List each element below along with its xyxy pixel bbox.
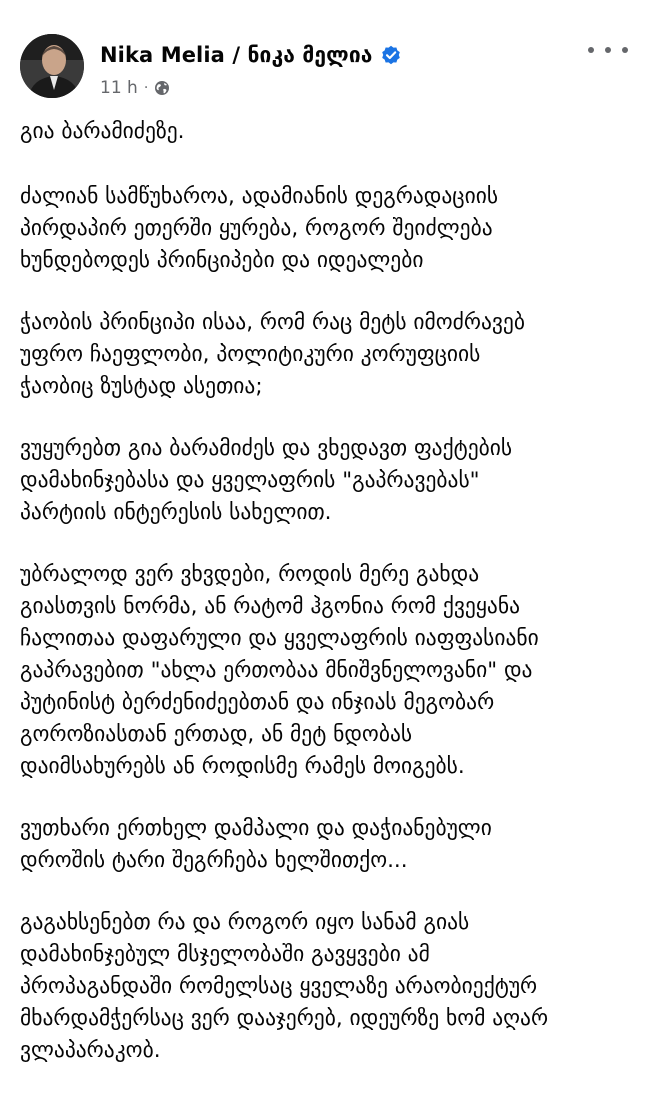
avatar-photo	[20, 34, 84, 98]
post-paragraph: გაგახსენებთ რა და როგორ იყო სანამ გიას დამახინჯებულ მსჯელობაში გავყვები ამ პროპაგანდაში რომელსაც ყველაზე არაობიექტურ მხარდამჭერსაც ვერ დააჯერებ, იდეურზე ხომ აღარ ვლაპარაკობ.	[20, 910, 549, 1063]
globe-icon[interactable]	[154, 80, 170, 96]
author-name[interactable]	[100, 43, 401, 67]
post-meta	[100, 78, 170, 98]
more-dot	[605, 47, 611, 53]
post-paragraph: ჭაობის პრინციპი ისაა, რომ რაც მეტს იმოძრავებ უფრო ჩაეფლობი, პოლიტიკური კორუფციის ჭაობიც ზუსტად ასეთია;	[20, 310, 525, 399]
verified-badge-icon	[381, 45, 401, 65]
post-paragraph: უბრალოდ ვერ ვხვდები, როდის მერე გახდა გიასთვის ნორმა, ან რატომ ჰგონია რომ ქვეყანა ჩალითაა დაფარული და ყველაფრის იაფფასიანი გაპრავებით "ახლა ერთობაა მნიშვნელოვანი" და პუტინისტ ბერძენიძეებთან და ინჯიას მეგობარ გოროზიასთან ერთად, ან მეტ ნდობას დაიმსახურებს ან როდისმე რამეს მოიგებს.	[20, 562, 539, 779]
post-time[interactable]: 11 h	[100, 78, 138, 98]
more-dot	[588, 47, 594, 53]
post-paragraph: ძალიან სამწუხაროა, ადამიანის დეგრადაციის პირდაპირ ეთერში ყურება, როგორ შეიძლება ხუნდებოდეს პრინციპები და იდეალები	[20, 184, 499, 273]
avatar[interactable]	[20, 34, 84, 98]
post-paragraph: გია ბარამიძეზე.	[20, 119, 185, 144]
more-options-icon[interactable]	[588, 40, 628, 60]
post-paragraph: ვუყურებთ გია ბარამიძეს და ვხედავთ ფაქტების დამახინჯებასა და ყველაფრის "გაპრავებას" პარტიის ინტერესის სახელით.	[20, 436, 513, 525]
post-body	[20, 116, 636, 1097]
meta-separator: ·	[143, 80, 149, 96]
post-paragraph: ვუთხარი ერთხელ დამპალი და დაჭიანებული დროშის ტარი შეგრჩება ხელშითქო...	[20, 816, 492, 873]
post-header	[20, 34, 628, 104]
author-name-text[interactable]: Nika Melia / ნიკა მელია	[100, 43, 373, 67]
more-dot	[622, 47, 628, 53]
